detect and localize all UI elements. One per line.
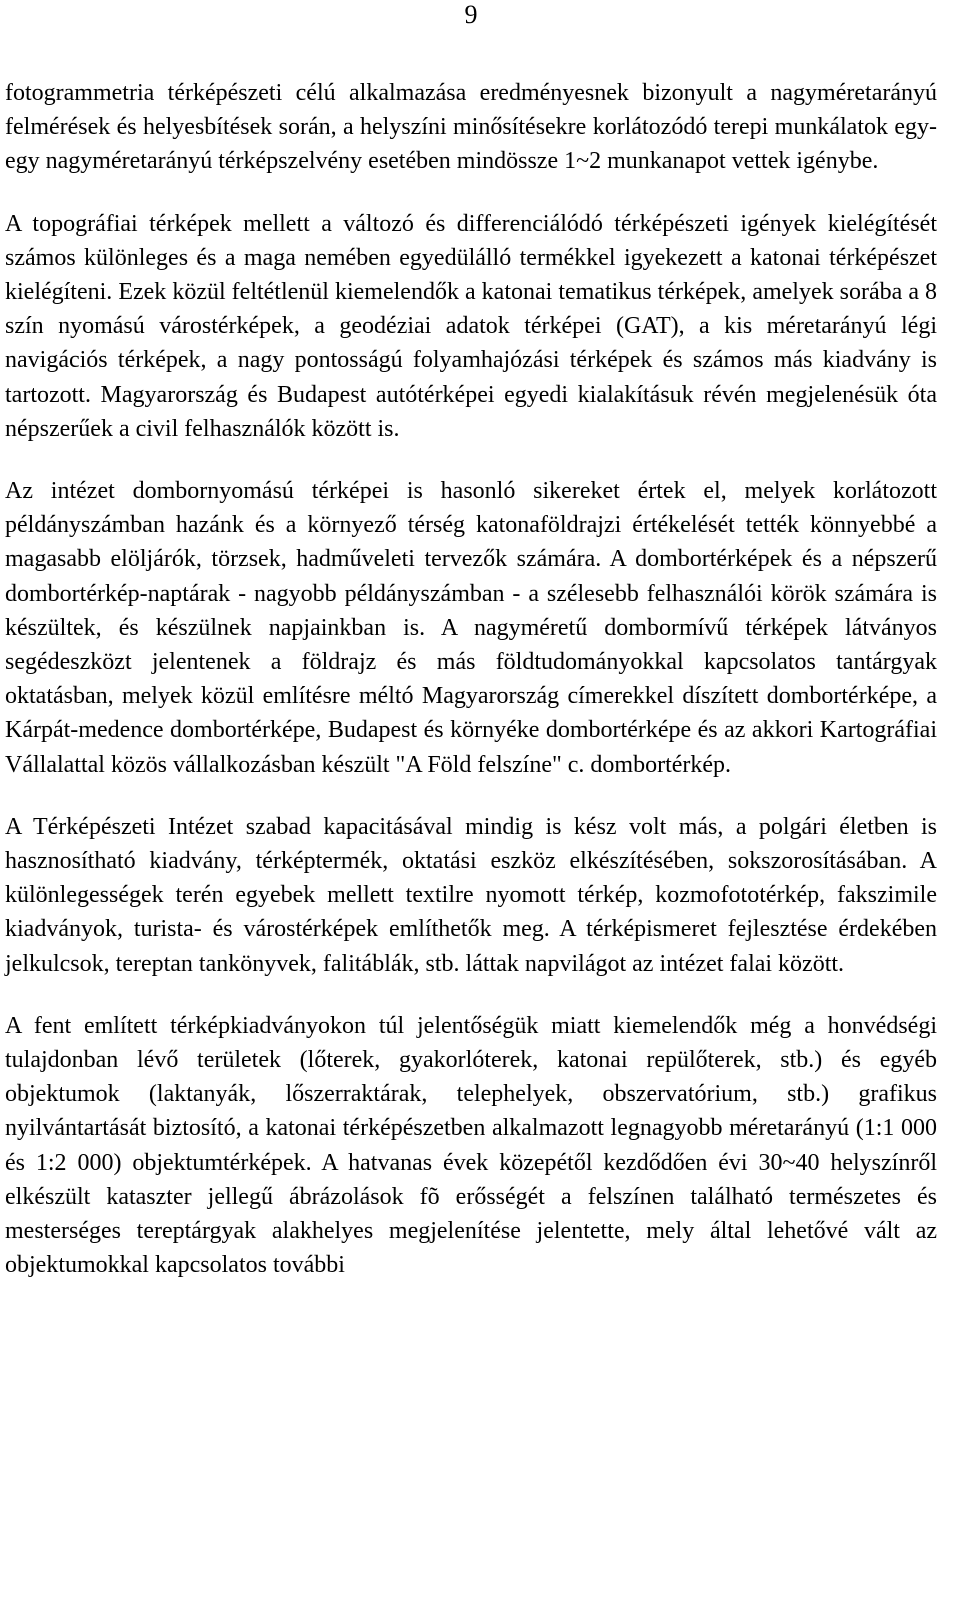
paragraph-4: A Térképészeti Intézet szabad kapacitásával mindig is kész volt más, a polgári életben is hasznosítható kiadvány, térképtermék, oktatási eszköz elkészítésében, sokszorosításában. A különlegességek terén egyebek mellett textilre nyomott térkép, kozmofototérkép, fakszimile kiadványok, turista- és várostérképek említhetők meg. A térképismeret fejlesztése érdekében jelkulcsok, tereptan tankönyvek, falitáblák, stb. láttak napvilágot az intézet falai között. (5, 813, 937, 977)
paragraph-1: fotogrammetria térképészeti célú alkalmazása eredményesnek bizonyult a nagyméretarányú felmérések és helyesbítések során, a helyszíni minősítésekre korlátozódó terepi munkálatok egy-egy nagyméretarányú térképszelvény esetében mindössze 1~2 munkanapot vettek igénybe. (5, 80, 937, 175)
page-number: 9 (464, 0, 478, 29)
paragraph-5: A fent említett térképkiadványokon túl jelentőségük miatt kiemelendők még a honvédségi tulajdonban lévő területek (lőterek, gyakorlóterek, katonai repülőterek, stb.) és egyéb objektumok (laktanyák, lőszerraktárak, telephelyek, obszervatórium, stb.) grafikus nyilvántartását biztosító, a katonai térképészetben alkalmazott legnagyobb méretarányú (1:1 000 és 1:2 000) objektumtérképek. A hatvanas évek közepétől kezdődően évi 30~40 helyszínről elkészült kataszter jellegű ábrázolások fõ erősségét a felszínen található természetes és mesterséges tereptárgyak alakhelyes megjelenítése jelentette, mely által lehetővé vált az objektumokkal kapcsolatos további (5, 1012, 937, 1279)
paragraph-3: Az intézet dombornyomású térképei is hasonló sikereket értek el, melyek korlátozott példányszámban hazánk és a környező térség katonaföldrajzi értékelését tették könnyebbé a magasabb elöljárók, törzsek, hadműveleti tervezők számára. A dombortérképek és a népszerű dombortérkép-naptárak - nagyobb példányszámban - a szélesebb felhasználói körök számára is készültek, és készülnek napjainkban is. A nagyméretű dombormívű térképek látványos segédeszközt jelentenek a földrajz és más földtudományokkal kapcsolatos tantárgyak oktatásban, melyek közül említésre méltó Magyarország címerekkel díszített dombortérképe, a Kárpát-medence dombortérképe, Budapest és környéke dombortérképe és az akkori Kartográfiai Vállalattal közös vállalkozásban készült "A Föld felszíne" c. dombortérkép. (5, 478, 937, 778)
document-body (5, 76, 937, 1283)
paragraph-2: A topográfiai térképek mellett a változó és differenciálódó térképészeti igények kielégítését számos különleges és a maga nemében egyedülálló termékkel igyekezett a katonai térképészet kielégíteni. Ezek közül feltétlenül kiemelendők a katonai tematikus térképek, amelyek sorába a 8 szín nyomású várostérképek, a geodéziai adatok térképei (GAT), a kis méretarányú légi navigációs térképek, a nagy pontosságú folyamhajózási térképek és számos más kiadvány is tartozott. Magyarország és Budapest autótérképei egyedi kialakításuk révén megjelenésük óta népszerűek a civil felhasználók között is. (5, 210, 937, 442)
